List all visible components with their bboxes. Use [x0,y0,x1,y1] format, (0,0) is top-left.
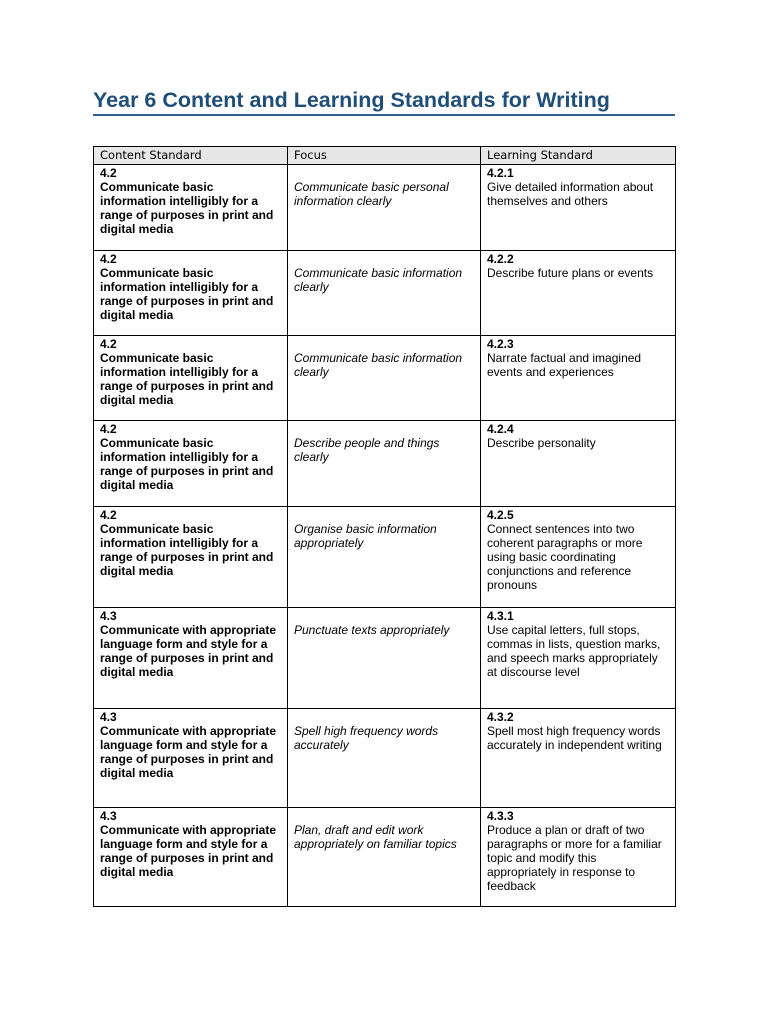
table-row [94,251,676,336]
focus-cell: Spell high frequency words accurately [288,709,481,808]
learning-standard-code: 4.2.1 [487,166,514,180]
learning-standard-code: 4.3.1 [487,609,514,623]
content-standard-cell [94,507,288,608]
content-standard-code: 4.3 [100,609,117,623]
learning-standard-cell [481,808,676,907]
focus-cell: Communicate basic information clearly [288,251,481,336]
focus-cell: Punctuate texts appropriately [288,608,481,709]
content-standard-code: 4.2 [100,166,117,180]
content-standard-cell [94,251,288,336]
content-standard-cell [94,336,288,421]
content-standard-code: 4.2 [100,252,117,266]
focus-cell: Describe people and things clearly [288,421,481,507]
document-title: Year 6 Content and Learning Standards for Writing [93,88,610,112]
table-row [94,165,676,251]
content-standard-text: Communicate basic information intelligibly for a range of purposes in print and digital media [100,436,274,492]
content-standard-cell [94,608,288,709]
header-focus: Focus [288,147,481,165]
focus-cell: Communicate basic information clearly [288,336,481,421]
title-underline [93,114,675,116]
learning-standard-text: Connect sentences into two coherent paragraphs or more using basic coordinating conjunctions and reference pronouns [487,522,643,592]
table-row [94,507,676,608]
learning-standard-cell [481,336,676,421]
table-row [94,336,676,421]
content-standard-code: 4.2 [100,508,117,522]
learning-standard-cell [481,507,676,608]
learning-standard-cell [481,709,676,808]
learning-standard-code: 4.2.2 [487,252,514,266]
learning-standard-cell [481,608,676,709]
focus-cell: Communicate basic personal information clearly [288,165,481,251]
content-standard-code: 4.3 [100,809,117,823]
learning-standard-code: 4.3.3 [487,809,514,823]
table-row [94,808,676,907]
learning-standard-code: 4.2.3 [487,337,514,351]
learning-standard-cell [481,421,676,507]
learning-standard-cell [481,165,676,251]
content-standard-text: Communicate basic information intelligibly for a range of purposes in print and digital media [100,180,274,236]
learning-standard-code: 4.2.5 [487,508,514,522]
learning-standard-code: 4.3.2 [487,710,514,724]
content-standard-code: 4.2 [100,422,117,436]
header-content-standard: Content Standard [94,147,288,165]
content-standard-text: Communicate basic information intelligibly for a range of purposes in print and digital media [100,522,274,578]
learning-standard-cell [481,251,676,336]
learning-standard-text: Give detailed information about themselves and others [487,180,654,208]
content-standard-text: Communicate with appropriate language form and style for a range of purposes in print and digital media [100,823,277,879]
learning-standard-code: 4.2.4 [487,422,514,436]
content-standard-text: Communicate basic information intelligibly for a range of purposes in print and digital media [100,266,274,322]
content-standard-cell [94,165,288,251]
learning-standard-text: Use capital letters, full stops, commas in lists, question marks, and speech marks appropriately at discourse level [487,623,661,679]
table-row [94,421,676,507]
table-row [94,709,676,808]
content-standard-cell [94,709,288,808]
header-learning-standard: Learning Standard [481,147,676,165]
content-standard-cell [94,421,288,507]
table-row [94,608,676,709]
standards-table [93,146,676,907]
content-standard-cell [94,808,288,907]
learning-standard-text: Spell most high frequency words accurately in independent writing [487,724,662,752]
learning-standard-text: Describe personality [487,436,596,450]
learning-standard-text: Describe future plans or events [487,266,654,280]
focus-cell: Organise basic information appropriately [288,507,481,608]
content-standard-text: Communicate basic information intelligibly for a range of purposes in print and digital media [100,351,274,407]
content-standard-text: Communicate with appropriate language form and style for a range of purposes in print and digital media [100,724,277,780]
learning-standard-text: Narrate factual and imagined events and experiences [487,351,642,379]
focus-cell: Plan, draft and edit work appropriately on familiar topics [288,808,481,907]
content-standard-text: Communicate with appropriate language form and style for a range of purposes in print and digital media [100,623,277,679]
table-header-row [94,147,676,165]
learning-standard-text: Produce a plan or draft of two paragraphs or more for a familiar topic and modify this appropriately in response to feedback [487,823,662,893]
content-standard-code: 4.2 [100,337,117,351]
content-standard-code: 4.3 [100,710,117,724]
